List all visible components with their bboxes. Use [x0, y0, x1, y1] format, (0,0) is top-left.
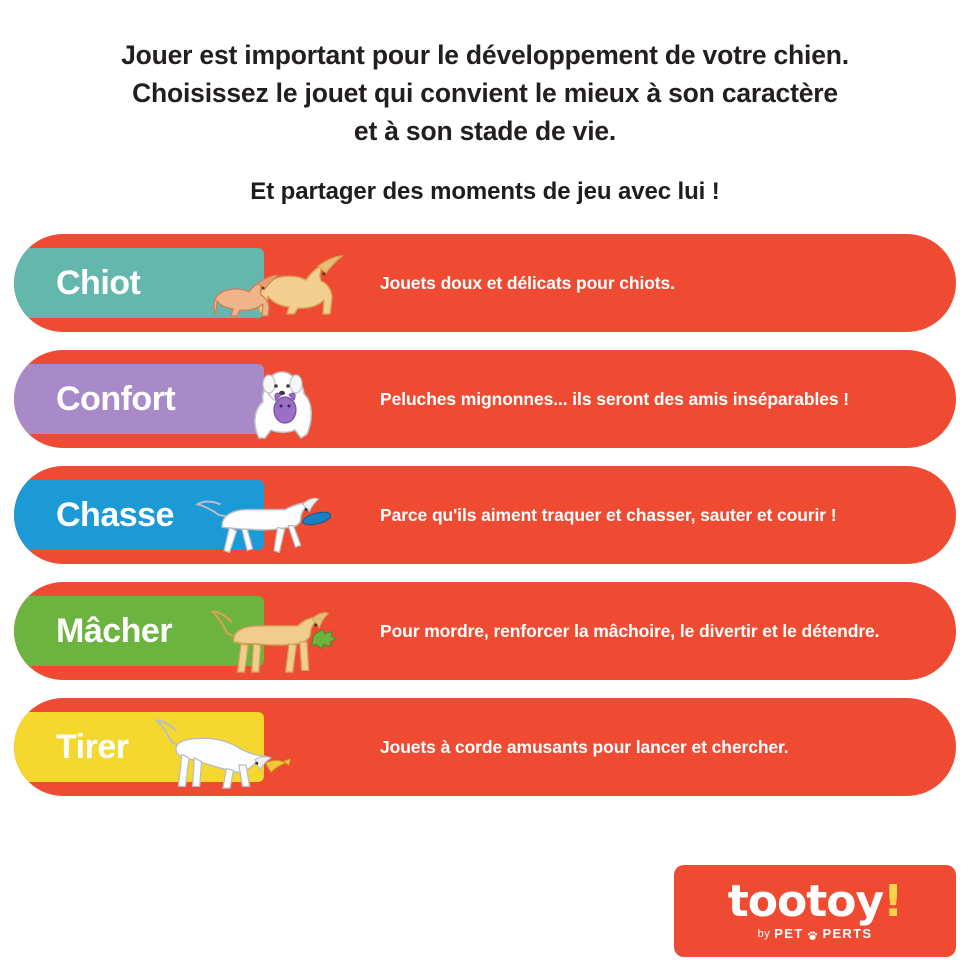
header [0, 0, 970, 206]
logo-exclamation: ! [883, 875, 903, 927]
logo-text: tootoy [727, 875, 884, 927]
logo-brand-left: PET [774, 926, 804, 942]
category-tag-chiot [14, 248, 264, 318]
category-row-tirer[interactable] [14, 698, 956, 796]
category-description: Jouets doux et délicats pour chiots. [380, 272, 675, 293]
category-tag-confort [14, 364, 264, 434]
category-row-macher[interactable] [14, 582, 956, 680]
intro-paragraph [75, 36, 895, 150]
category-tag-macher [14, 596, 264, 666]
intro-line-2: Choisissez le jouet qui convient le mieux à son caractère [132, 78, 838, 108]
category-label: Chiot [56, 263, 141, 302]
brand-logo[interactable] [674, 865, 956, 957]
category-label: Mâcher [56, 611, 173, 650]
logo-brand-right: PERTS [822, 926, 873, 942]
category-description: Pour mordre, renforcer la mâchoire, le divertir et le détendre. [380, 620, 880, 641]
category-tag-tirer [14, 712, 264, 782]
category-label: Chasse [56, 495, 174, 534]
cta-text: Et partager des moments de jeu avec lui ! [250, 178, 720, 205]
logo-tagline [758, 926, 873, 941]
paw-icon [807, 929, 818, 940]
category-description: Parce qu'ils aiment traquer et chasser, sauter et courir ! [380, 504, 837, 525]
logo-wordmark [727, 875, 903, 927]
category-row-confort[interactable] [14, 350, 956, 448]
category-description: Peluches mignonnes... ils seront des amis inséparables ! [380, 388, 850, 409]
category-tag-chasse [14, 480, 264, 550]
intro-line-3: et à son stade de vie. [353, 116, 617, 146]
category-label: Tirer [56, 727, 129, 766]
category-label: Confort [56, 379, 176, 418]
category-row-chasse[interactable] [14, 466, 956, 564]
logo-by: by [757, 927, 771, 940]
category-description: Jouets à corde amusants pour lancer et chercher. [380, 736, 789, 757]
category-row-chiot[interactable] [14, 234, 956, 332]
intro-line-1: Jouer est important pour le développement de votre chien. [121, 40, 849, 70]
category-list [0, 234, 970, 796]
